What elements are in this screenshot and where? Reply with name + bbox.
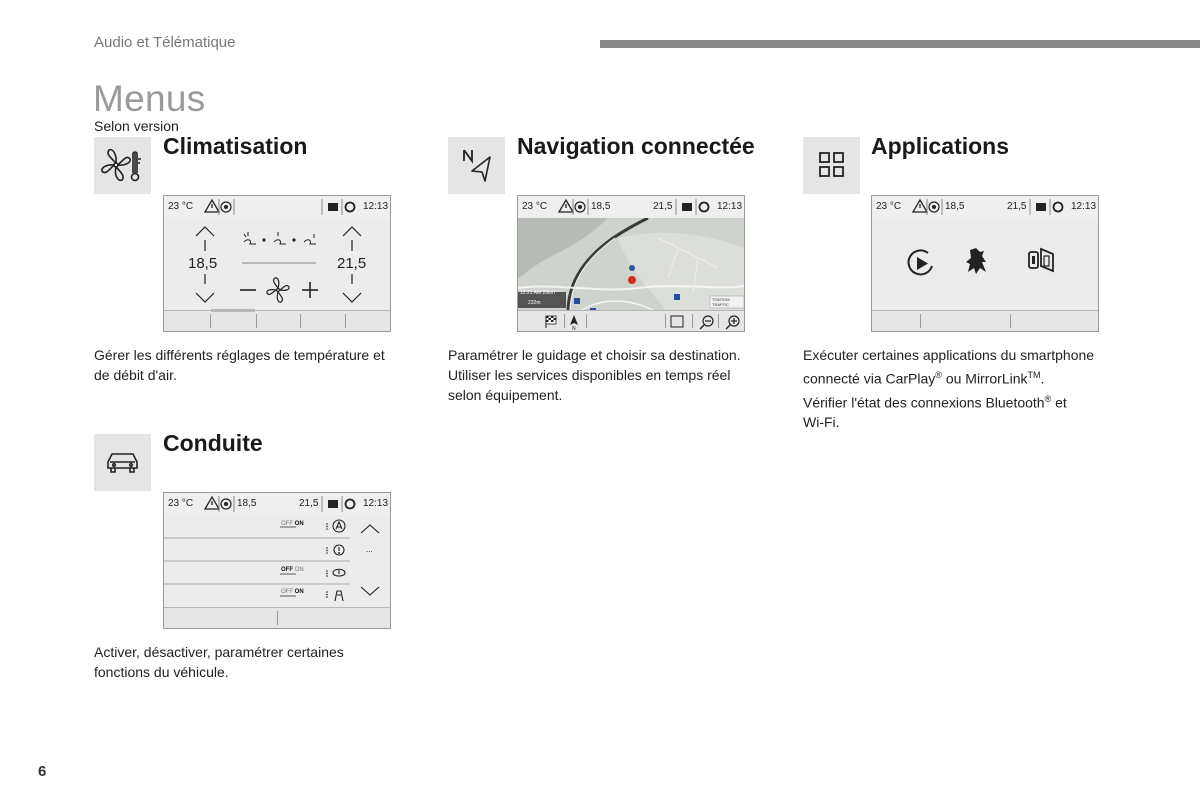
clock: 12:13 — [363, 201, 389, 212]
outside-temp: 23 °C — [168, 201, 194, 212]
messages-icon — [682, 203, 692, 211]
climatisation-title: Climatisation — [163, 133, 308, 159]
settings-icon — [700, 203, 709, 212]
status-bar: 23 °C 18,5 21,5 12:13 — [872, 196, 1098, 219]
active-tab-indicator — [211, 309, 255, 312]
applications-menu-icon — [803, 137, 860, 194]
temp-left-up-button — [196, 227, 214, 236]
applications-description: Exécuter certaines applications du smartphone connecté via CarPlay® ou MirrorLink™. Vérifier l'état des connexions Bluetooth® et Wi-Fi. — [803, 347, 1095, 431]
messages-icon — [328, 203, 338, 211]
temp-right-value: 21,5 — [337, 255, 367, 272]
lane-function-icon — [335, 591, 343, 601]
screen-footer — [872, 310, 1098, 331]
climatisation-menu-icon — [94, 137, 151, 194]
fan-thermometer-icon — [94, 137, 151, 194]
navigation-map[interactable] — [518, 218, 744, 311]
page-number: 6 — [38, 763, 47, 780]
map-brand: TOMTOM TRAFFIC — [712, 297, 730, 307]
screen-footer — [164, 607, 390, 628]
navigation-title: Navigation connectée — [517, 133, 755, 159]
status-bar: 23 °C 18,5 21,5 12:13 — [518, 196, 744, 219]
svg-text:N: N — [572, 326, 576, 331]
settings-icon — [346, 203, 355, 212]
navigation-menu-icon — [448, 137, 505, 194]
toggle-auto[interactable]: OFF ON — [281, 521, 304, 527]
toggle-tyre[interactable]: OFF ON — [281, 567, 304, 573]
map-view-icon — [671, 316, 683, 327]
navigation-arrow-icon — [448, 137, 505, 194]
header-section-label: Audio et Télématique — [94, 34, 236, 51]
car-icon — [94, 434, 151, 491]
status-bar — [164, 196, 390, 219]
temp-right-down-button — [343, 293, 361, 302]
compass-icon — [570, 315, 578, 325]
page-subtitle: Selon version — [94, 118, 179, 134]
settings-icon — [1054, 203, 1063, 212]
applications-screen — [871, 195, 1099, 332]
navigation-description: Paramétrer le guidage et choisir sa destination. Utiliser les services disponibles en temps réel selon équipement. — [448, 347, 741, 403]
messages-icon — [328, 500, 338, 508]
conduite-title: Conduite — [163, 430, 263, 456]
map-time: 12:21 AM 26km — [520, 290, 555, 296]
climatisation-description: Gérer les différents réglages de température et de débit d'air. — [94, 347, 385, 383]
screen-footer — [164, 310, 390, 331]
more-indicator: ... — [366, 545, 373, 554]
checkered-flag-icon — [546, 316, 556, 328]
scroll-down-button — [361, 587, 379, 595]
status-bar: 23 °C 18,5 21,5 12:13 — [164, 493, 390, 516]
temp-left-value: 18,5 — [188, 255, 218, 272]
climatisation-screen — [163, 195, 391, 332]
page-title: Menus — [93, 78, 206, 119]
temp-left-down-button — [196, 293, 214, 302]
conduite-screen — [163, 492, 391, 629]
toggle-lane[interactable]: OFF ON — [281, 589, 304, 595]
climatisation-body — [164, 218, 390, 311]
peugeot-lion-icon[interactable] — [966, 248, 986, 274]
scroll-up-button — [361, 525, 379, 533]
screen-footer — [518, 310, 744, 331]
poi-marker — [629, 265, 635, 271]
conduite-menu-icon — [94, 434, 151, 491]
applications-body — [872, 218, 1098, 311]
traffic-icon — [574, 298, 580, 304]
airflow-mode-icons — [244, 232, 316, 244]
conduite-body — [164, 515, 390, 608]
applications-title: Applications — [871, 133, 1010, 159]
messages-icon — [1036, 203, 1046, 211]
header-bar — [600, 40, 1200, 48]
settings-icon — [346, 500, 355, 509]
fan-icon — [267, 278, 289, 302]
navigation-screen — [517, 195, 745, 332]
conduite-description: Activer, désactiver, paramétrer certaines fonctions du véhicule. — [94, 644, 344, 680]
carplay-icon[interactable] — [909, 250, 932, 274]
mirrorlink-icon[interactable] — [1029, 249, 1053, 271]
grid-icon — [803, 137, 860, 194]
temp-right-up-button — [343, 227, 361, 236]
destination-marker — [628, 276, 636, 284]
map-scale: 232m — [528, 300, 541, 306]
